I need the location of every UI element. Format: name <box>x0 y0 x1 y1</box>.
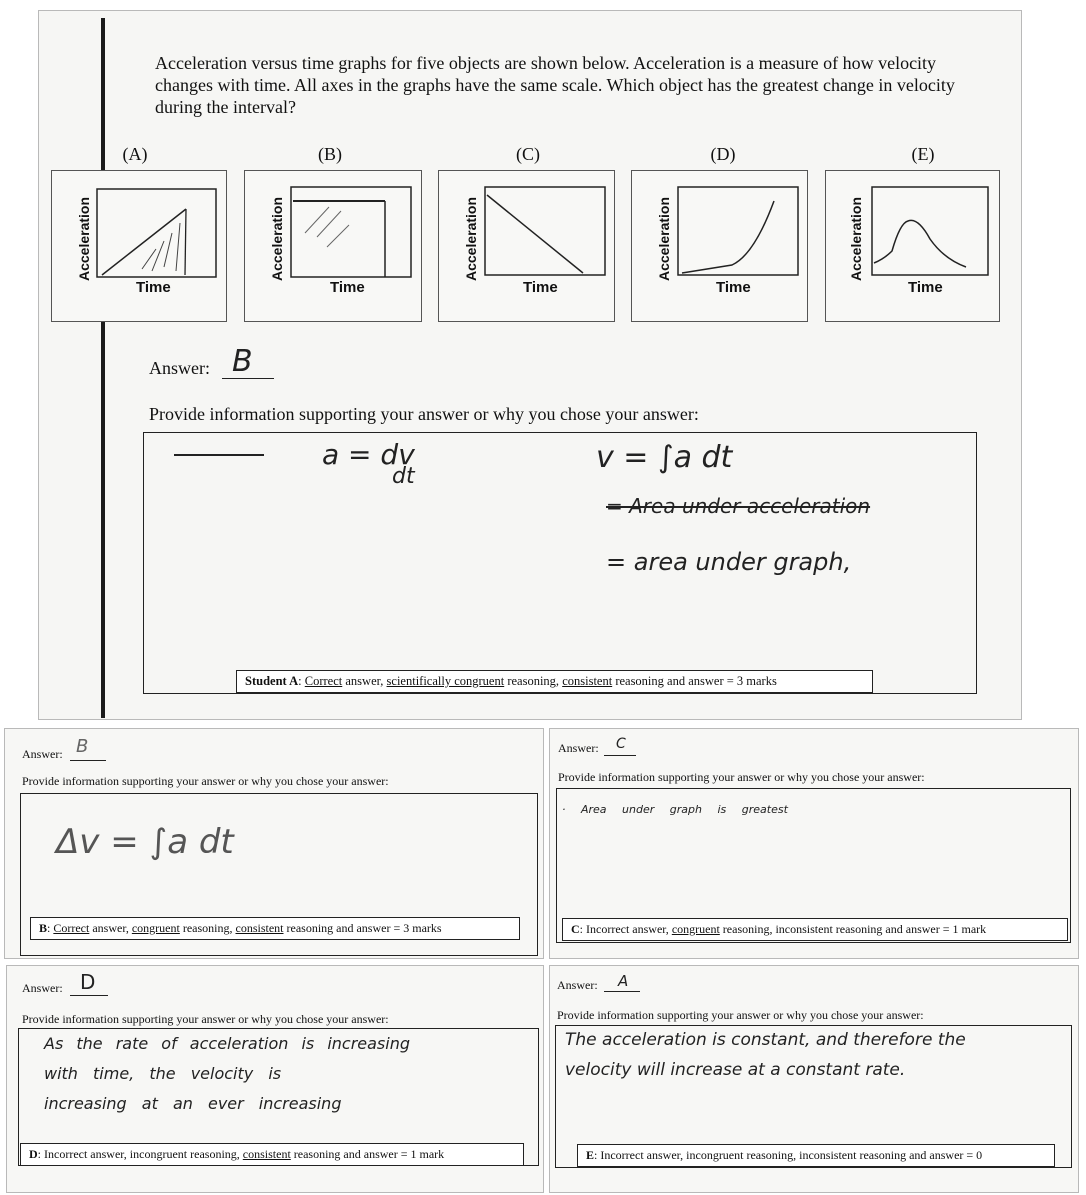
option-label-b: (B) <box>318 144 342 164</box>
student-a-caption <box>236 670 873 693</box>
caption-text: : Incorrect answer, incongruent reasoning, inconsistent reasoning and answer = 0 <box>594 1148 983 1162</box>
graph-c-y-label: Acceleration <box>463 196 479 281</box>
graph-a-x-label: Time <box>136 279 171 296</box>
caption-text: : <box>47 921 54 935</box>
graph-b-x-label: Time <box>330 279 365 296</box>
student-b-work: Δv = ∫a dt <box>56 822 234 862</box>
student-d-answer-line <box>70 995 108 996</box>
student-e-caption-student: E <box>586 1148 595 1162</box>
student-e-answer-label: Answer: <box>557 978 598 992</box>
caption-text: reasoning, inconsistent reasoning and answer = 1 mark <box>719 922 987 936</box>
caption-text: reasoning, <box>179 921 236 935</box>
student-c-prompt: Provide information supporting your answer or why you chose your answer: <box>558 770 925 784</box>
graph-b <box>244 170 422 322</box>
student-c-answer-label: Answer: <box>558 741 599 755</box>
student-a-answer-line <box>222 378 274 379</box>
student-b-answer-value: B <box>76 736 89 757</box>
student-d-answer-value: D <box>80 970 96 994</box>
caption-text: reasoning and answer = 3 marks <box>612 674 777 688</box>
question-text: Acceleration versus time graphs for five objects are shown below. Acceleration is a measure of how velocity changes with time. All axes in the graphs have the same scale. Which object has the greatest change in velocity during the interval? <box>155 53 955 117</box>
student-c-answer-line <box>604 755 636 756</box>
graph-b-y-label: Acceleration <box>269 196 285 281</box>
graph-e-x-label: Time <box>908 279 943 296</box>
student-a-answer-label: Answer: <box>149 358 210 378</box>
student-c-caption-student: C <box>571 922 580 936</box>
option-label-c: (C) <box>516 144 540 164</box>
option-label-a: (A) <box>122 144 148 164</box>
caption-emphasis: Correct <box>304 674 343 688</box>
caption-text: answer, <box>89 921 132 935</box>
student-d-work-line2: with time, the velocity is <box>44 1064 282 1083</box>
student-a-work-line1-sub: dt <box>392 464 415 489</box>
graph-a <box>51 170 227 322</box>
student-c-caption <box>562 918 1068 941</box>
option-label-d: (D) <box>710 144 736 164</box>
student-b-caption <box>30 917 520 940</box>
student-a-work-line3: = area under graph, <box>606 548 852 576</box>
student-e-answer-line <box>604 991 640 992</box>
student-e-work-line1: The acceleration is constant, and therefore the <box>565 1030 966 1050</box>
student-b-answer-label: Answer: <box>22 747 63 761</box>
graph-e-y-label: Acceleration <box>848 196 864 281</box>
margin-line <box>101 18 105 718</box>
student-e-work-line2: velocity will increase at a constant rate. <box>565 1060 906 1080</box>
caption-text: reasoning and answer = 3 marks <box>283 921 442 935</box>
caption-emphasis: congruent <box>671 922 720 936</box>
student-a-work-line2: = Area under acceleration <box>606 494 871 518</box>
student-d-caption <box>20 1143 524 1166</box>
student-d-prompt: Provide information supporting your answer or why you chose your answer: <box>22 1012 389 1026</box>
graph-d-x-label: Time <box>716 279 751 296</box>
student-e-prompt: Provide information supporting your answer or why you chose your answer: <box>557 1008 924 1022</box>
caption-emphasis: congruent <box>131 921 180 935</box>
graph-c-x-label: Time <box>523 279 558 296</box>
caption-emphasis: consistent <box>562 674 613 688</box>
graph-a-y-label: Acceleration <box>76 196 92 281</box>
student-a-response-box <box>143 432 977 694</box>
student-a-work-line1-left: a = dv <box>322 438 415 471</box>
student-d-answer-label: Answer: <box>22 981 63 995</box>
option-label-e: (E) <box>911 144 935 164</box>
graph-d-y-label: Acceleration <box>656 196 672 281</box>
graph-e <box>825 170 1000 322</box>
student-d-caption-student: D <box>29 1147 38 1161</box>
student-a-work-line1-right: v = ∫a dt <box>596 440 733 475</box>
caption-emphasis: scientifically congruent <box>386 674 505 688</box>
caption-text: reasoning, <box>504 674 563 688</box>
student-a-prompt: Provide information supporting your answer or why you chose your answer: <box>149 404 699 424</box>
student-b-answer-line <box>70 760 106 761</box>
caption-text: : Incorrect answer, <box>579 922 672 936</box>
graph-d <box>631 170 808 322</box>
student-a-caption-student: Student A <box>245 674 299 688</box>
student-c-answer-value: C <box>616 736 626 752</box>
student-a-scribble <box>174 454 264 456</box>
student-b-caption-student: B <box>39 921 48 935</box>
caption-emphasis: Correct <box>53 921 90 935</box>
caption-text: reasoning and answer = 1 mark <box>290 1147 445 1161</box>
student-e-caption <box>577 1144 1055 1167</box>
student-d-work-line1: As the rate of acceleration is increasing <box>44 1034 411 1053</box>
student-c-work: · Area under graph is greatest <box>562 803 788 816</box>
caption-text: : <box>298 674 305 688</box>
caption-emphasis: consistent <box>242 1147 291 1161</box>
student-d-work-line3: increasing at an ever increasing <box>44 1094 342 1113</box>
student-b-prompt: Provide information supporting your answer or why you chose your answer: <box>22 774 389 788</box>
student-e-answer-value: A <box>618 972 629 990</box>
student-a-answer-value: B <box>232 344 253 379</box>
graph-c <box>438 170 615 322</box>
caption-emphasis: consistent <box>235 921 284 935</box>
caption-text: : Incorrect answer, incongruent reasoning, <box>37 1147 243 1161</box>
caption-text: answer, <box>342 674 387 688</box>
